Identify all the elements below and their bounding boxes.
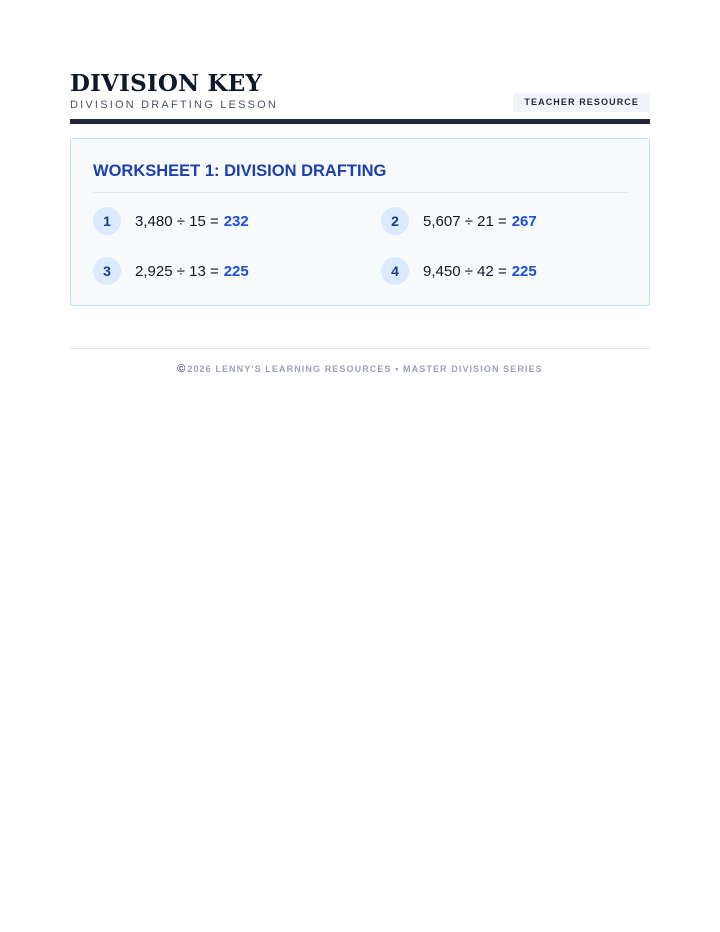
- problem-answer: 225: [511, 262, 537, 280]
- problem-number: 3: [93, 257, 121, 285]
- problem-expression: 9,450 ÷ 42 =: [423, 262, 507, 280]
- page-title: DIVISION KEY: [70, 70, 263, 97]
- worksheet-page: [70, 0, 650, 375]
- page-footer: [70, 363, 650, 375]
- problem-number: 4: [381, 257, 409, 285]
- page-header: [70, 0, 650, 124]
- problem-expression: 2,925 ÷ 13 =: [135, 262, 219, 280]
- worksheet-card: [70, 138, 650, 306]
- problem-row: [93, 256, 249, 286]
- problem-row: [93, 206, 249, 236]
- problem-expression: 3,480 ÷ 15 =: [135, 212, 219, 230]
- problem-answer: 232: [223, 212, 249, 230]
- problem-row: [381, 256, 537, 286]
- problem-number: 2: [381, 207, 409, 235]
- footer-divider: [70, 348, 650, 349]
- copyright-icon: ©: [177, 363, 186, 375]
- worksheet-divider: [93, 192, 629, 193]
- footer-text: 2026 LENNY'S LEARNING RESOURCES • MASTER DIVISION SERIES: [187, 364, 543, 374]
- problem-answer: 225: [223, 262, 249, 280]
- problem-answer: 267: [511, 212, 537, 230]
- teacher-resource-badge: TEACHER RESOURCE: [513, 93, 650, 112]
- problem-expression: 5,607 ÷ 21 =: [423, 212, 507, 230]
- header-divider: [70, 119, 650, 124]
- problem-number: 1: [93, 207, 121, 235]
- worksheet-title: WORKSHEET 1: DIVISION DRAFTING: [93, 162, 387, 180]
- problem-row: [381, 206, 537, 236]
- page-subtitle: DIVISION DRAFTING LESSON: [70, 99, 279, 111]
